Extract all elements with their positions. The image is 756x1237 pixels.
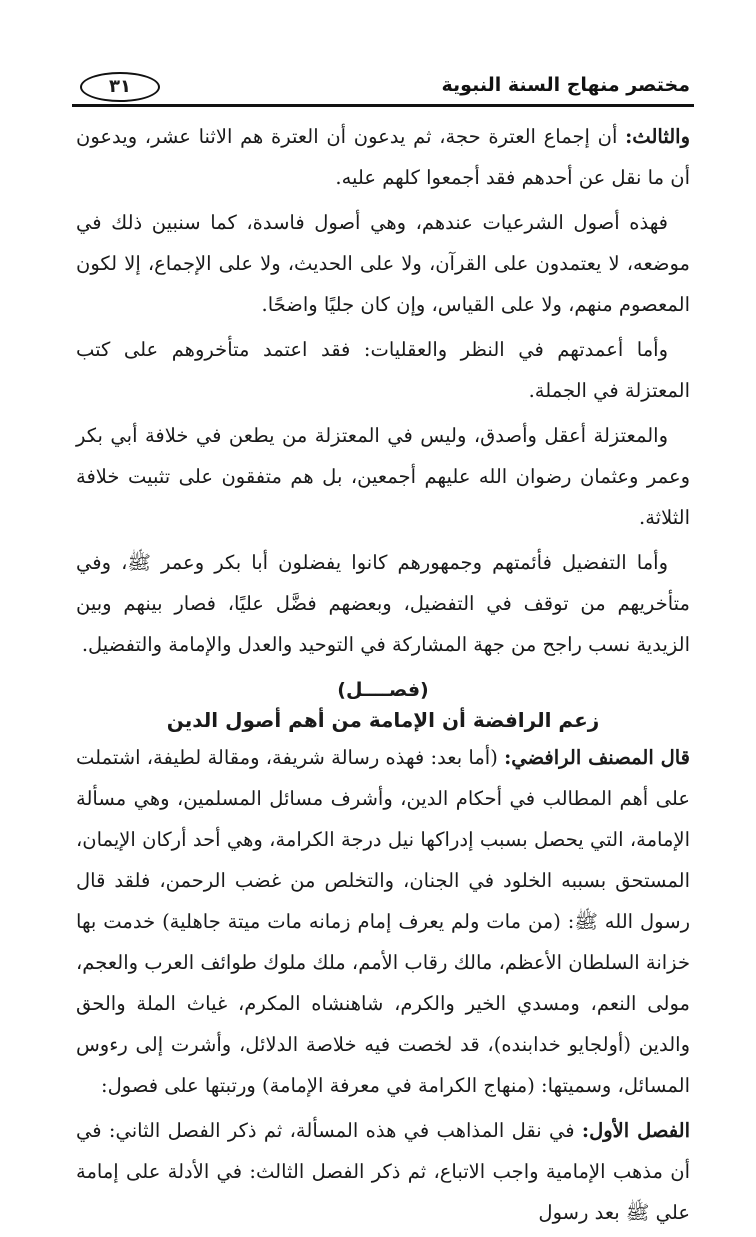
header-rule	[72, 104, 694, 107]
page-header	[80, 72, 690, 102]
paragraph	[76, 116, 690, 198]
paragraph-text: والمعتزلة أعقل وأصدق، وليس في المعتزلة من يطعن في خلافة أبي بكر وعمر وعثمان رضوان الله عليهم أجمعين، بل هم متفقون على تثبيت خلافة الثلاثة.	[76, 424, 690, 529]
page-body	[76, 116, 690, 1237]
section-label: (فصــــل)	[337, 679, 429, 701]
page-number: ٣١	[80, 72, 160, 102]
paragraph-text: في نقل المذاهب في هذه المسألة، ثم ذكر الفصل الثاني: في أن مذهب الإمامية واجب الاتباع، ثم ذكر الفصل الثالث: في الأدلة على إمامة علي ﷺ بعد رسول	[76, 1119, 690, 1224]
paragraph-lead: الفصل الأول:	[581, 1119, 691, 1142]
paragraph-text: (أما بعد: فهذه رسالة شريفة، ومقالة لطيفة، اشتملت على أهم المطالب في أحكام الدين، وأشرف مسائل المسلمين، وهي مسألة الإمامة، التي يحصل بسبب إدراكها نيل درجة الكرامة، وهي أحد أركان الإيمان، المستحق بسببه الخلود في الجنان، والتخلص من غضب الرحمن، فلقد قال رسول الله ﷺ: (من مات ولم يعرف إمام زمانه مات ميتة جاهلية) خدمت بها خزانة السلطان الأعظم، مالك رقاب الأمم، ملك ملوك طوائف العرب والعجم، مولى النعم، ومسدي الخير والكرم، شاهنشاه المكرم، غياث الملة والحق والدين (أولجايو خدابنده)، قد لخصت فيه خلاصة الدلائل، وأشرت إلى رءوس المسائل، وسميتها: (منهاج الكرامة في معرفة الإمامة) ورتبتها على فصول:	[76, 746, 690, 1097]
paragraph-lead: والثالث:	[625, 125, 690, 148]
paragraph-lead: قال المصنف الرافضي:	[504, 746, 691, 769]
paragraph-text: وأما أعمدتهم في النظر والعقليات: فقد اعتمد متأخروهم على كتب المعتزلة في الجملة.	[76, 338, 690, 402]
running-title: مختصر منهاج السنة النبوية	[441, 74, 690, 96]
paragraph	[76, 202, 690, 325]
paragraph	[76, 737, 690, 1106]
paragraph	[76, 329, 690, 411]
paragraph-text: أن إجماع العترة حجة، ثم يدعون أن العترة هم الاثنا عشر، ويدعون أن ما نقل عن أحدهم فقد أجمعوا كلهم عليه.	[76, 125, 690, 189]
paragraph	[76, 415, 690, 538]
paragraph	[76, 1110, 690, 1233]
section-heading	[76, 675, 690, 735]
paragraph-text: فهذه أصول الشرعيات عندهم، وهي أصول فاسدة، كما سنبين ذلك في موضعه، لا يعتمدون على القرآن، ولا على الحديث، ولا على الإجماع، إلا لكون المعصوم منهم، ولا على القياس، وإن كان جليًا واضحًا.	[76, 211, 690, 316]
paragraph	[76, 542, 690, 665]
paragraph-text: وأما التفضيل فأئمتهم وجمهورهم كانوا يفضلون أبا بكر وعمر ﷺ، وفي متأخريهم من توقف في التفضيل، وبعضهم فضَّل عليًا، فصار بينهم وبين الزيدية نسب راجح من جهة المشاركة في التوحيد والعدل والإمامة والتفضيل.	[76, 551, 690, 656]
section-title: زعم الرافضة أن الإمامة من أهم أصول الدين	[166, 708, 600, 732]
